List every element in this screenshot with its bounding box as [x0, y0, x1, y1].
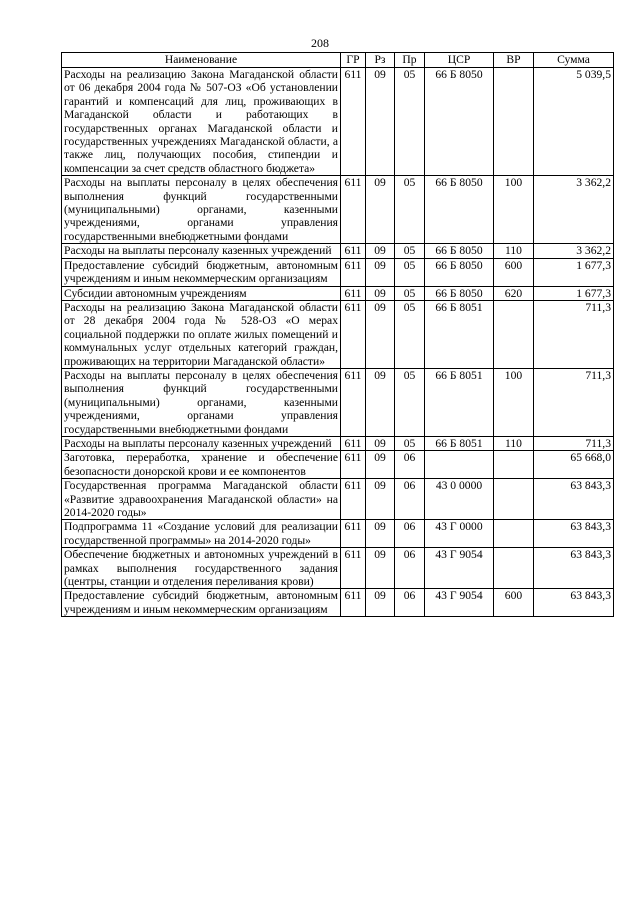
cell-csr: 66 Б 8051 [425, 436, 494, 450]
cell-csr: 66 Б 8051 [425, 368, 494, 436]
cell-sum: 1 677,3 [534, 258, 614, 286]
cell-gr: 611 [341, 520, 366, 548]
cell-pr: 06 [395, 479, 425, 520]
cell-gr: 611 [341, 68, 366, 176]
table-row [62, 451, 614, 479]
cell-name: Обеспечение бюджетных и автономных учреждений в рамках выполнения государственного задания (центры, станции и отделения переливания крови) [62, 548, 341, 589]
cell-rz: 09 [366, 176, 395, 244]
page-number: 208 [311, 36, 329, 50]
cell-vr: 620 [494, 286, 534, 300]
cell-pr: 05 [395, 244, 425, 258]
header-gr: ГР [341, 53, 366, 68]
cell-gr: 611 [341, 548, 366, 589]
cell-pr: 05 [395, 368, 425, 436]
cell-vr: 100 [494, 176, 534, 244]
cell-name: Подпрограмма 11 «Создание условий для реализации государственной программы» на 2014-2020 годы» [62, 520, 341, 548]
table-row [62, 368, 614, 436]
cell-pr: 05 [395, 286, 425, 300]
cell-name: Субсидии автономным учреждениям [62, 286, 341, 300]
table-row [62, 68, 614, 176]
cell-csr [425, 451, 494, 479]
cell-gr: 611 [341, 451, 366, 479]
budget-table [61, 52, 614, 617]
cell-rz: 09 [366, 589, 395, 617]
cell-csr: 66 Б 8050 [425, 258, 494, 286]
cell-vr: 100 [494, 368, 534, 436]
table-row [62, 589, 614, 617]
cell-name: Предоставление субсидий бюджетным, автономным учреждениям и иным некоммерческим организациям [62, 589, 341, 617]
cell-csr: 66 Б 8050 [425, 244, 494, 258]
cell-sum: 65 668,0 [534, 451, 614, 479]
cell-sum: 711,3 [534, 368, 614, 436]
cell-csr: 43 Г 9054 [425, 548, 494, 589]
header-name: Наименование [62, 53, 341, 68]
cell-pr: 05 [395, 258, 425, 286]
cell-vr: 600 [494, 589, 534, 617]
header-pr: Пр [395, 53, 425, 68]
cell-rz: 09 [366, 520, 395, 548]
cell-name: Государственная программа Магаданской области «Развитие здравоохранения Магаданской области» на 2014-2020 годы» [62, 479, 341, 520]
table-row [62, 286, 614, 300]
cell-gr: 611 [341, 436, 366, 450]
cell-rz: 09 [366, 368, 395, 436]
cell-gr: 611 [341, 589, 366, 617]
cell-sum: 63 843,3 [534, 589, 614, 617]
cell-csr: 43 Г 0000 [425, 520, 494, 548]
cell-pr: 05 [395, 300, 425, 368]
cell-csr: 66 Б 8050 [425, 176, 494, 244]
cell-sum: 1 677,3 [534, 286, 614, 300]
cell-rz: 09 [366, 436, 395, 450]
cell-pr: 06 [395, 451, 425, 479]
cell-csr: 66 Б 8050 [425, 286, 494, 300]
cell-csr: 43 0 0000 [425, 479, 494, 520]
cell-gr: 611 [341, 244, 366, 258]
cell-name: Расходы на выплаты персоналу казенных учреждений [62, 436, 341, 450]
cell-name: Заготовка, переработка, хранение и обеспечение безопасности донорской крови и ее компонентов [62, 451, 341, 479]
cell-rz: 09 [366, 548, 395, 589]
cell-csr: 66 Б 8051 [425, 300, 494, 368]
header-sum: Сумма [534, 53, 614, 68]
cell-gr: 611 [341, 286, 366, 300]
cell-sum: 63 843,3 [534, 548, 614, 589]
header-csr: ЦСР [425, 53, 494, 68]
cell-sum: 63 843,3 [534, 520, 614, 548]
cell-gr: 611 [341, 368, 366, 436]
cell-name: Расходы на выплаты персоналу казенных учреждений [62, 244, 341, 258]
cell-pr: 06 [395, 548, 425, 589]
table-row [62, 258, 614, 286]
cell-pr: 05 [395, 176, 425, 244]
cell-gr: 611 [341, 300, 366, 368]
cell-rz: 09 [366, 286, 395, 300]
cell-sum: 63 843,3 [534, 479, 614, 520]
cell-rz: 09 [366, 300, 395, 368]
cell-vr [494, 548, 534, 589]
cell-vr [494, 520, 534, 548]
cell-name: Расходы на реализацию Закона Магаданской области от 28 декабря 2004 года № 528-ОЗ «О мерах социальной поддержки по оплате жилых помещений и коммунальных услуг отдельных категорий граждан, проживающих на территории Магаданской области» [62, 300, 341, 368]
cell-rz: 09 [366, 479, 395, 520]
cell-pr: 05 [395, 436, 425, 450]
cell-vr: 110 [494, 436, 534, 450]
cell-name: Расходы на реализацию Закона Магаданской области от 06 декабря 2004 года № 507-ОЗ «Об установлении гарантий и компенсаций для лиц, проживающих в Магаданской области и работающих в государственных органах Магаданской области и государственных учреждениях Магаданской области, а также лиц, получающих пособия, стипендии и компенсации за счет средств областного бюджета» [62, 68, 341, 176]
cell-sum: 5 039,5 [534, 68, 614, 176]
table-row [62, 176, 614, 244]
table-row [62, 520, 614, 548]
cell-vr: 110 [494, 244, 534, 258]
cell-name: Расходы на выплаты персоналу в целях обеспечения выполнения функций государственными (муниципальными) органами, казенными учреждениями, органами управления государственными внебюджетными фондами [62, 176, 341, 244]
table-row [62, 479, 614, 520]
cell-gr: 611 [341, 479, 366, 520]
cell-csr: 66 Б 8050 [425, 68, 494, 176]
table-row [62, 300, 614, 368]
cell-vr [494, 68, 534, 176]
cell-gr: 611 [341, 258, 366, 286]
cell-sum: 3 362,2 [534, 244, 614, 258]
table-row [62, 436, 614, 450]
cell-vr [494, 479, 534, 520]
cell-pr: 06 [395, 589, 425, 617]
cell-pr: 06 [395, 520, 425, 548]
header-vr: ВР [494, 53, 534, 68]
table-row [62, 548, 614, 589]
cell-rz: 09 [366, 68, 395, 176]
cell-sum: 711,3 [534, 300, 614, 368]
table-row [62, 244, 614, 258]
cell-rz: 09 [366, 451, 395, 479]
cell-sum: 711,3 [534, 436, 614, 450]
cell-name: Расходы на выплаты персоналу в целях обеспечения выполнения функций государственными (муниципальными) органами, казенными учреждениями, органами управления государственными внебюджетными фондами [62, 368, 341, 436]
cell-rz: 09 [366, 244, 395, 258]
cell-vr: 600 [494, 258, 534, 286]
cell-vr [494, 451, 534, 479]
cell-csr: 43 Г 9054 [425, 589, 494, 617]
header-rz: Рз [366, 53, 395, 68]
cell-name: Предоставление субсидий бюджетным, автономным учреждениям и иным некоммерческим организациям [62, 258, 341, 286]
cell-pr: 05 [395, 68, 425, 176]
table-header-row [62, 53, 614, 68]
cell-rz: 09 [366, 258, 395, 286]
cell-gr: 611 [341, 176, 366, 244]
cell-vr [494, 300, 534, 368]
cell-sum: 3 362,2 [534, 176, 614, 244]
